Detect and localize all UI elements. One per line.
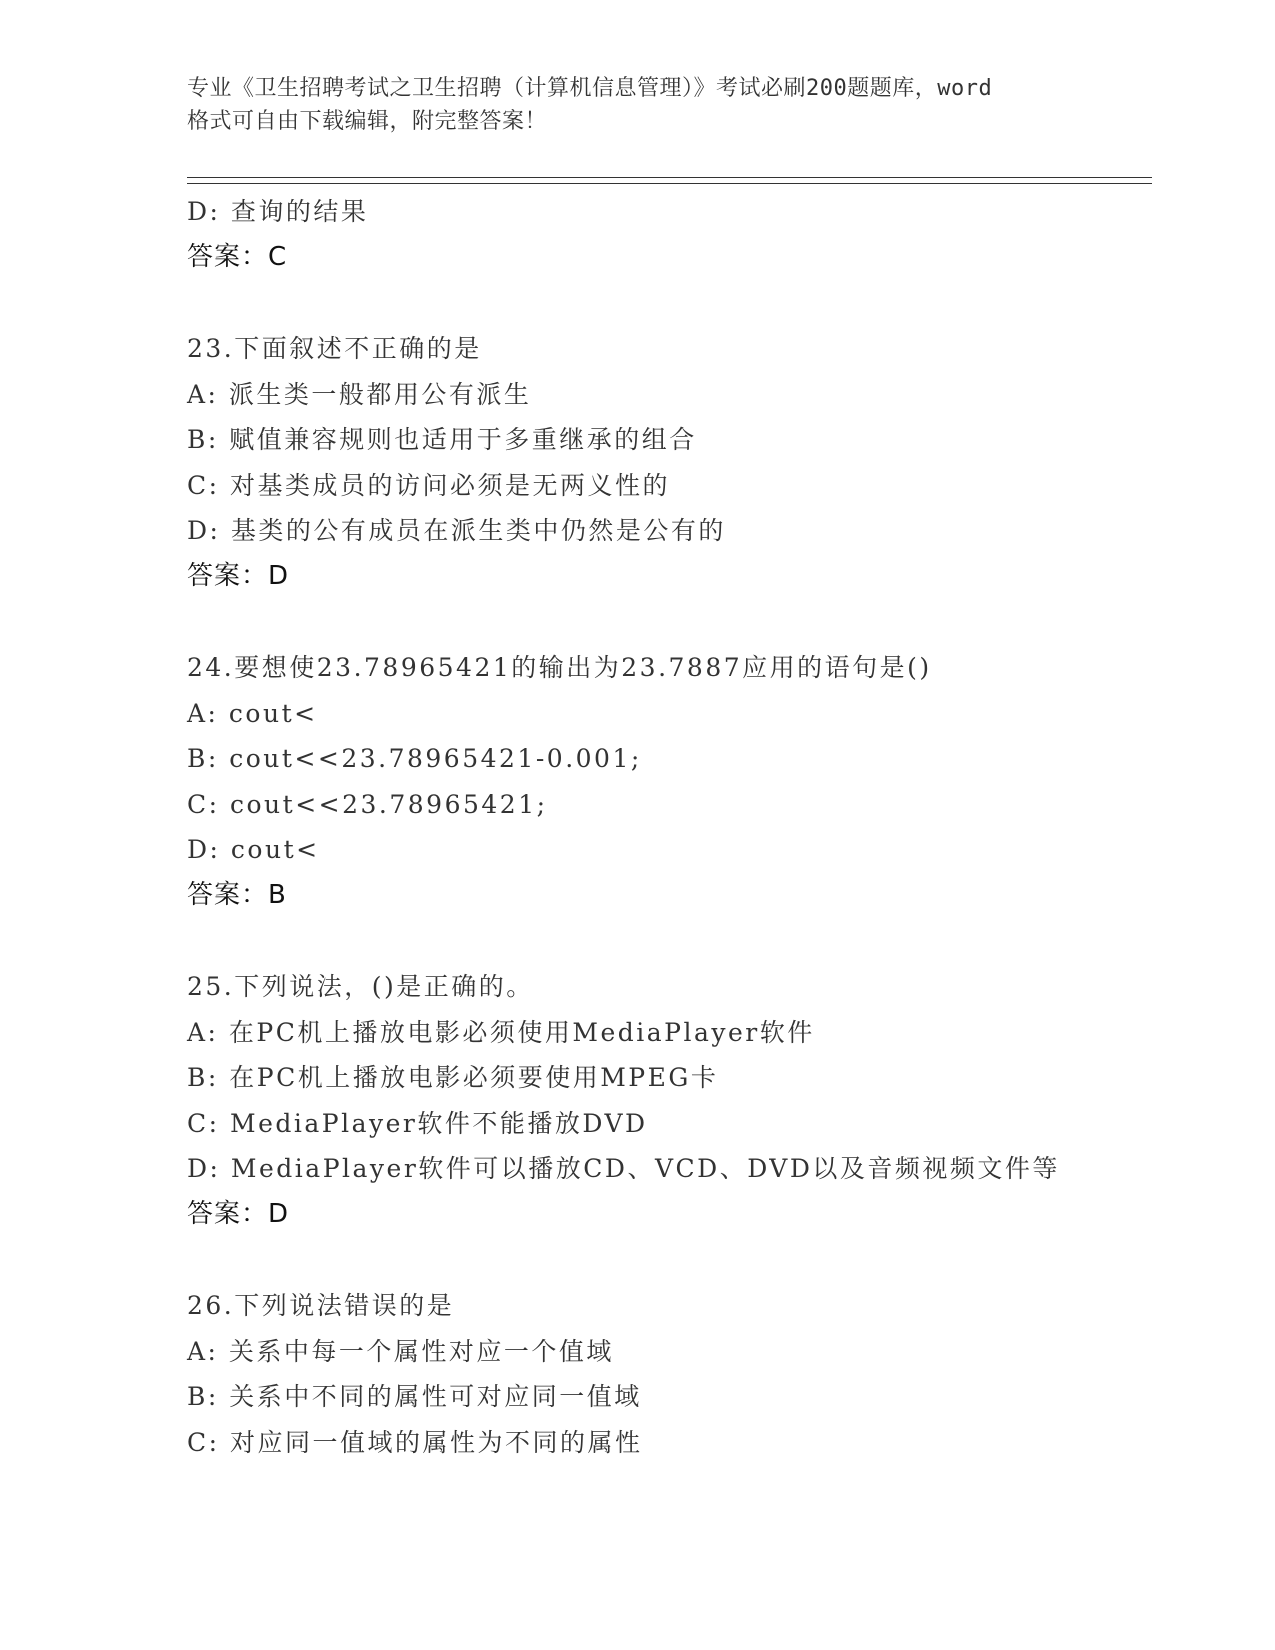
option-c: C: cout<<23.78965421; xyxy=(187,789,548,819)
answer: 答案：C xyxy=(187,241,288,272)
header-line-2: 格式可自由下载编辑，附完整答案！ xyxy=(187,109,548,134)
option-c: C: 对基类成员的访问必须是无两义性的 xyxy=(187,470,670,500)
option-b: B: cout<<23.78965421-0.001; xyxy=(187,744,642,773)
question-23 xyxy=(187,326,1137,599)
option-a: A: 在PC机上播放电影必须使用MediaPlayer软件 xyxy=(187,1017,815,1047)
question-22-tail xyxy=(187,189,1137,280)
page-header xyxy=(187,72,1087,138)
option-c: C: 对应同一值域的属性为不同的属性 xyxy=(187,1427,643,1457)
question-stem: 26.下列说法错误的是 xyxy=(187,1291,455,1320)
question-stem: 24.要想使23.78965421的输出为23.7887应用的语句是() xyxy=(187,653,932,682)
option-b: B: 关系中不同的属性可对应同一值域 xyxy=(187,1382,642,1411)
header-double-rule xyxy=(187,177,1152,184)
question-24 xyxy=(187,645,1137,918)
option-d: D: 查询的结果 xyxy=(187,197,369,226)
option-a: A: 关系中每一个属性对应一个值域 xyxy=(187,1336,614,1366)
answer: 答案：D xyxy=(187,560,290,591)
question-list xyxy=(187,189,1137,1465)
spacer xyxy=(187,918,1137,964)
option-d: D: cout< xyxy=(187,835,320,864)
option-b: B: 在PC机上播放电影必须要使用MPEG卡 xyxy=(187,1063,719,1092)
option-c: C: MediaPlayer软件不能播放DVD xyxy=(187,1108,648,1138)
answer: 答案：B xyxy=(187,879,287,910)
option-b: B: 赋值兼容规则也适用于多重继承的组合 xyxy=(187,425,697,454)
spacer xyxy=(187,280,1137,326)
header-line-1: 专业《卫生招聘考试之卫生招聘（计算机信息管理）》考试必刷200题题库，word xyxy=(187,76,993,101)
option-d: D: 基类的公有成员在派生类中仍然是公有的 xyxy=(187,516,726,545)
question-stem: 23.下面叙述不正确的是 xyxy=(187,334,482,363)
question-26 xyxy=(187,1283,1137,1465)
answer: 答案：D xyxy=(187,1198,290,1229)
spacer xyxy=(187,1237,1137,1283)
question-stem: 25.下列说法，()是正确的。 xyxy=(187,972,534,1001)
option-a: A: cout< xyxy=(187,698,318,728)
spacer xyxy=(187,599,1137,645)
option-a: A: 派生类一般都用公有派生 xyxy=(187,379,532,409)
question-25 xyxy=(187,964,1137,1237)
option-d: D: MediaPlayer软件可以播放CD、VCD、DVD以及音频视频文件等 xyxy=(187,1154,1060,1183)
